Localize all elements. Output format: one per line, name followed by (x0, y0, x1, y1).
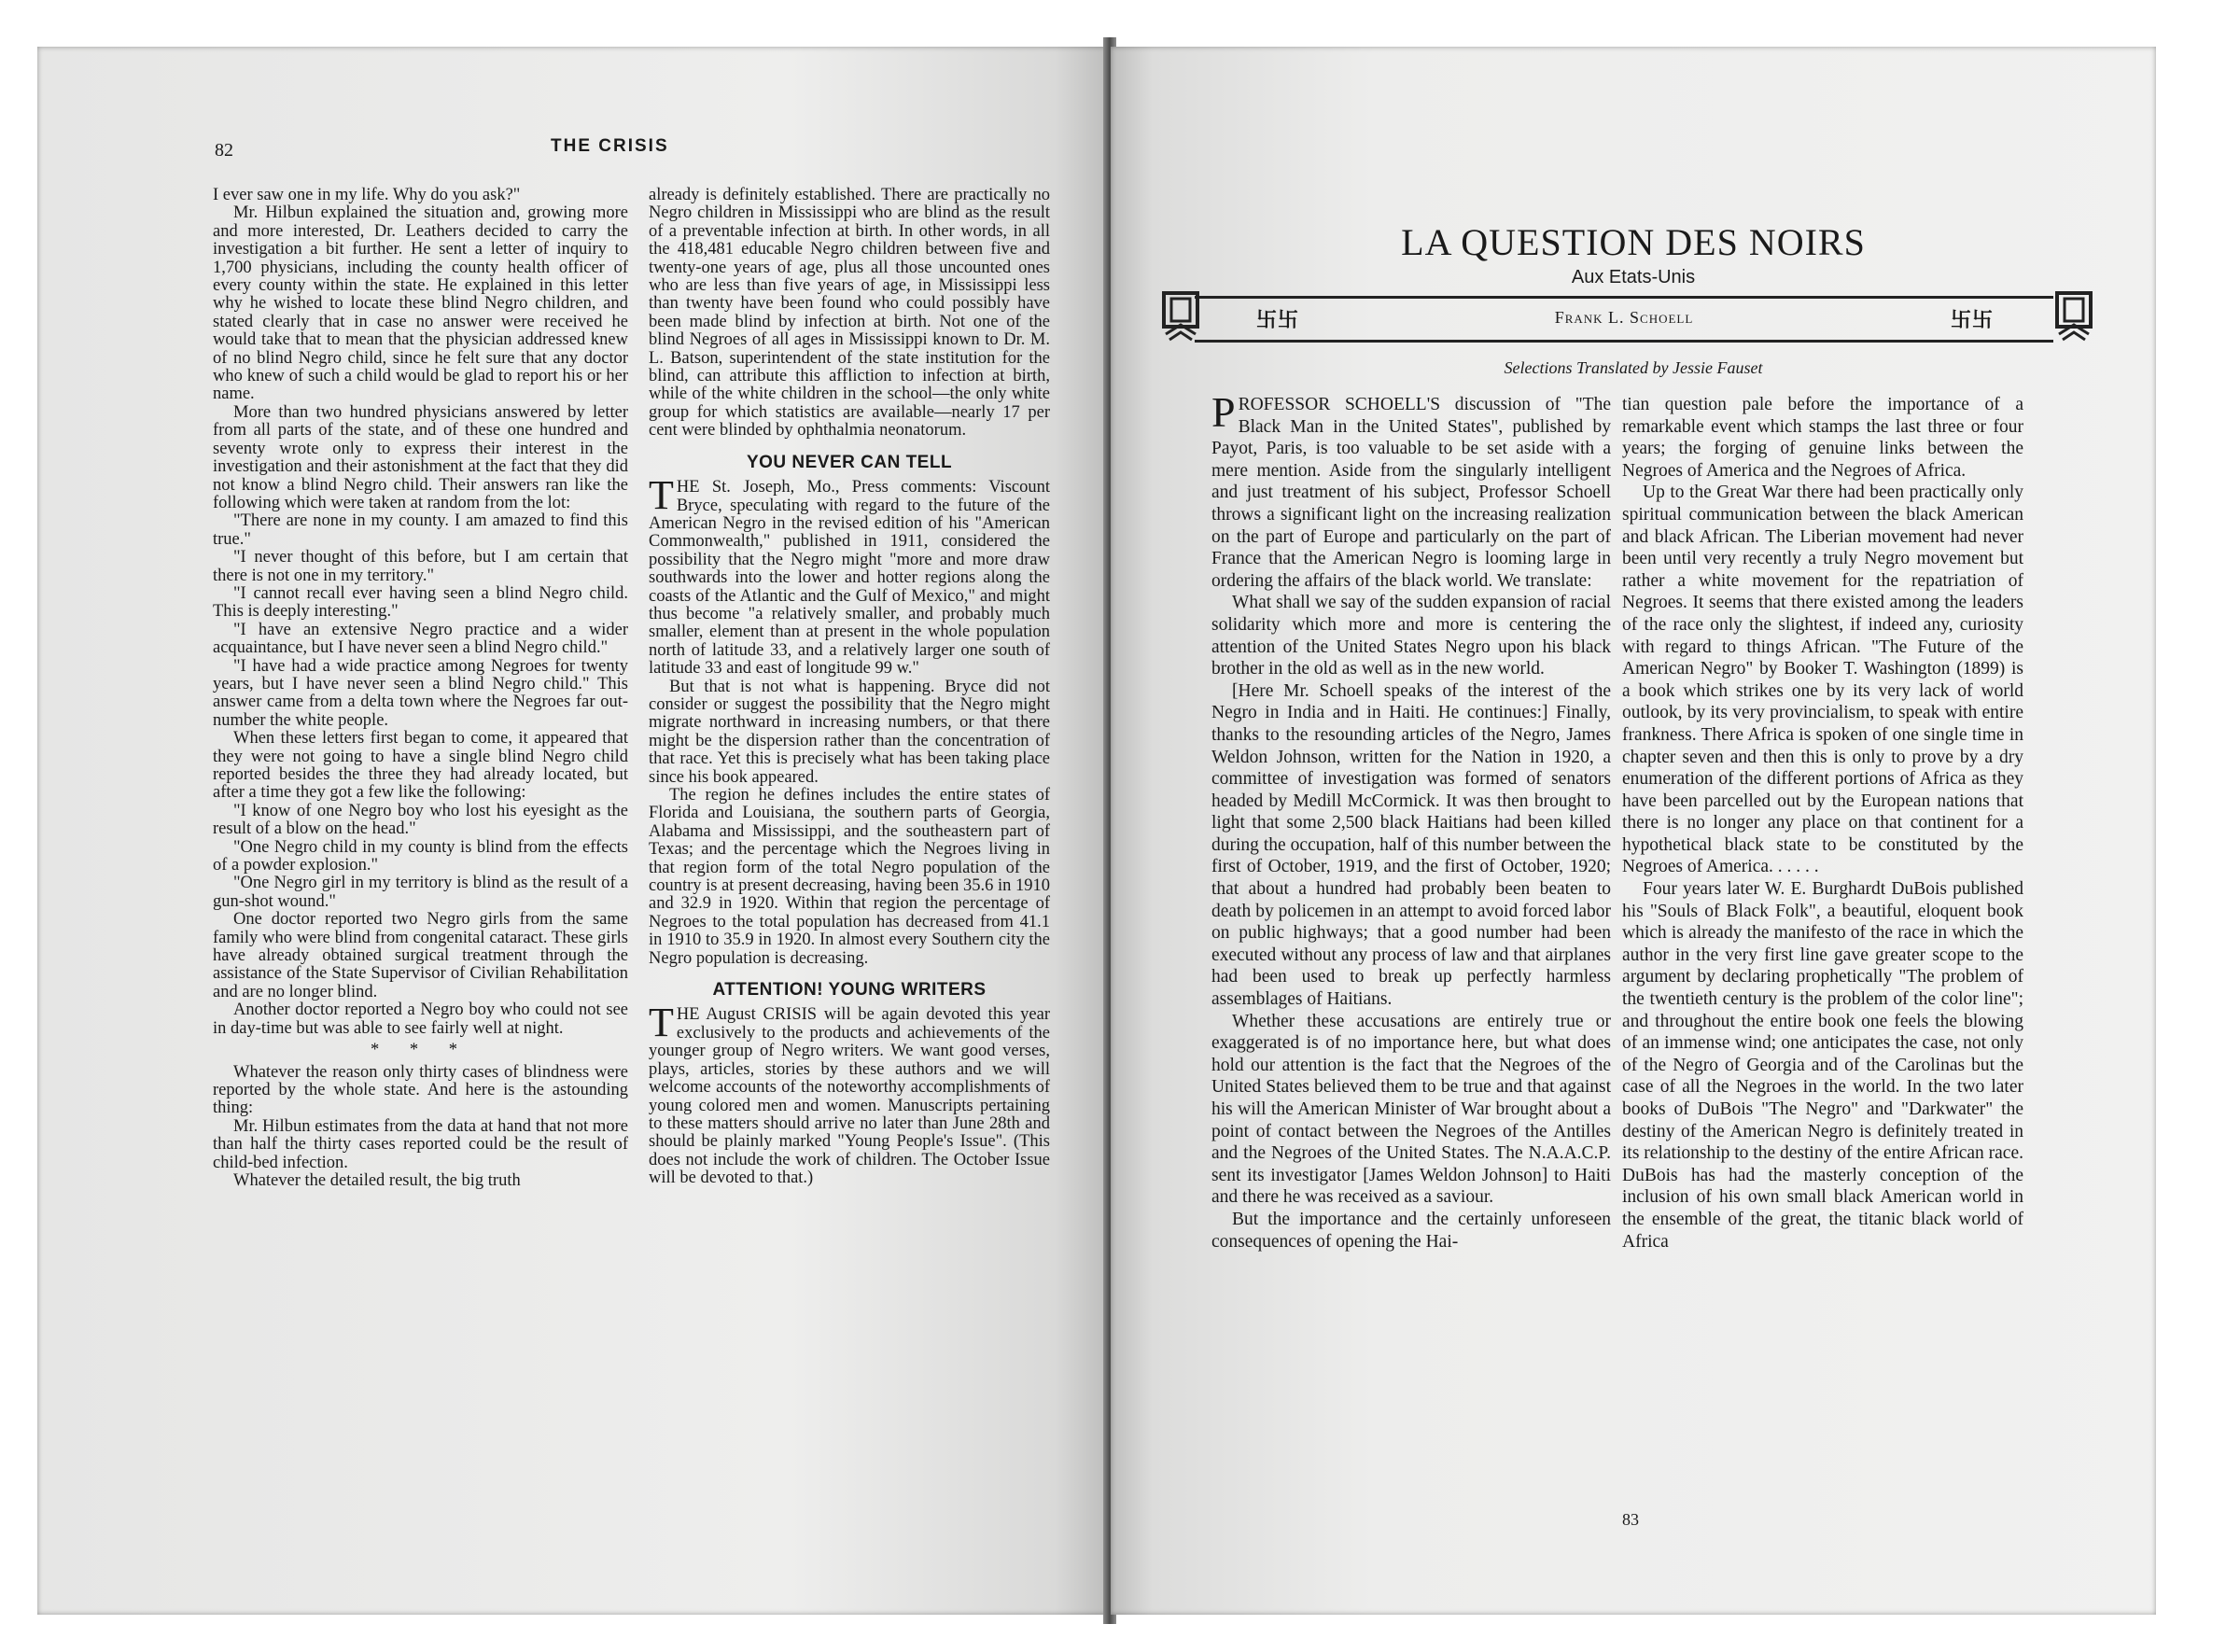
left-column-1 (213, 187, 628, 1190)
paragraph: When these letters first began to come, it appeared that they were not going to have a single blind Negro child reported besides the three they had already located, but after a time they got a few like the following: (213, 729, 628, 803)
paragraph: Another doctor reported a Negro boy who could not see in day-time but was able to see fairly well at night. (213, 1001, 628, 1038)
right-column-2 (1622, 394, 2023, 1253)
quote: "I cannot recall ever having seen a blind Negro child. This is deeply interesting." (213, 583, 628, 622)
ornament-icon (1162, 291, 1199, 342)
right-folio: 83 (1622, 1510, 1639, 1529)
quote: "I have had a wide practice among Negroes for twenty years, but I have never seen a blind Negro child." This answer came from a delta town where the Negroes far out-number the white people. (213, 656, 628, 730)
translator-credit: Selections Translated by Jessie Fauset (1504, 358, 1763, 377)
quote: "I have an extensive Negro practice and a wider acquaintance, but I have never seen a blind Negro child." (213, 620, 628, 658)
article-title: LA QUESTION DES NOIRS (1401, 221, 1866, 263)
paragraph: What shall we say of the sudden expansion of racial solidarity which more and more is centering the attention of the United States Negro upon his black brother in the old as well as in the new world. (1211, 593, 1611, 679)
byline: Frank L. Schoell (1554, 308, 1694, 327)
paragraph: But the importance and the certainly unforeseen consequences of opening the Hai- (1211, 1209, 1611, 1252)
ornament-icon: 卐卐 (1951, 308, 1995, 331)
running-head: THE CRISIS (551, 136, 669, 156)
paragraph: I ever saw one in my life. Why do you ask?" (213, 186, 521, 204)
article-subtitle: Aux Etats-Unis (1571, 267, 1696, 287)
paragraph-text: ROFESSOR SCHOELL'S discussion of "The Black Man in the United States", published by Payot, Paris, is too valuable to be set aside with a mere mention. Aside from the singularly intelligent and just treatment of his subject, Professor Schoell throws a significant light on the increasing realization on the part of Europe and particularly on the part of France that the American Negro is looming large in ordering the affairs of the black world. We translate: (1211, 395, 1611, 591)
byline-rule (1195, 296, 2053, 343)
paragraph: Mr. Hilbun estimates from the data at hand that not more than half the thirty cases reported could be the result of child-bed infection. (213, 1116, 628, 1172)
paragraph: Whether these accusations are entirely true or exaggerated is of no importance here, but what does hold our attention is the fact that the Negroes of the United States believed them to be true and that against his will the American Minister of War brought about a point of contact between the Negroes of the Antilles and the Negroes of the United States. The N.A.A.C.P. sent its investigator [James Weldon Johnson] to Haiti and there he was received as a saviour. (1211, 1011, 1611, 1208)
paragraph: Four years later W. E. Burghardt DuBois published his "Souls of Black Folk", a beautiful, eloquent book which is already the manifesto of the race in which the author in the very first line gave greater scope to the argument by declaring prophetically "The problem of the twentieth century is the problem of the color line"; and throughout the entire book one feels the blowing of an immense wind; one anticipates the case, not only of the Negro of Georgia and of the Carolinas but the case of all the Negroes in the world. In the two later books of DuBois "The Negro" and "Darkwater" the destiny of the American Negro is definitely treated in its relationship to the destiny of the entire African race. DuBois has had the masterly conception of the inclusion of his own small black American world in the ensemble of the great, the titanic black world of Africa (1622, 879, 2023, 1252)
quote: "I never thought of this before, but I am certain that there is not one in my territory." (213, 548, 628, 585)
ornament-icon: 卐卐 (1256, 308, 1300, 331)
quote: "One Negro girl in my territory is blind as the result of a gun-shot wound." (213, 874, 628, 911)
drop-cap: T (649, 1000, 674, 1046)
section-heading-you-never-can-tell: YOU NEVER CAN TELL (746, 452, 953, 472)
paragraph (649, 1000, 1050, 1188)
left-folio: 82 (215, 140, 233, 161)
paragraph-text: HE August CRISIS will be again devoted this year exclusively to the products and achievements of the younger group of Negro writers. We want good verses, plays, articles, stories by these authors and we will welcome accounts of the noteworthy accomplishments of young colored men and women. Manuscripts pertaining to these matters should arrive no later than June 28th and should be plainly marked "Young People's Issue". (This does not include the work of children. The October Issue will be devoted to that.) (649, 1005, 1050, 1188)
right-column-1 (1211, 388, 1611, 1253)
paragraph: Mr. Hilbun explained the situation and, growing more and more interested, Dr. Leathers decided to carry the investigation a bit further. He sent a letter of inquiry to 1,700 physicians, including the county health officer of every county within the state. He explained in this letter why he wished to locate these blind Negro children, and stated clearly that in case no answer were received he would take that to mean that the physician addressed knew of no blind Negro child, since he felt sure that any doctor who knew of such a child would be glad to report his or her name. (213, 203, 628, 404)
paragraph: Whatever the reason only thirty cases of blindness were reported by the whole state. And here is the astounding thing: (213, 1062, 628, 1118)
paragraph: Whatever the detailed result, the big truth (233, 1170, 521, 1190)
right-page (1111, 47, 2156, 1615)
paragraph: One doctor reported two Negro girls from the same family who were blind from congenital cataract. These girls have already obtained surgical treatment through the assistance of the State Supervisor of Civilian Rehabilitation and are no longer blind. (213, 910, 628, 1001)
paragraph: Up to the Great War there had been practically only spiritual communication between the black American and black African. The Liberian movement had never been until very recently a truly Negro movement but rather a white movement for the repatriation of Negroes. It seems that there existed among the leaders of the race only the slightest, if indeed any, curiosity with regard to things African. "The Future of the American Negro" by Booker T. Washington (1899) is a book which strikes one by its very lack of world outlook, by its very provincialism, to speak with entire frankness. There Africa is spoken of one single time in chapter seven and then this is only to prove by a dry enumeration of the different portions of Africa as they have been parcelled out by the European nations that there is no longer any place on that continent for a hypothetical black state to be constituted by the Negroes of America. . . . . . (1622, 483, 2023, 877)
left-page (37, 47, 1109, 1615)
paragraph (649, 472, 1050, 679)
drop-cap: P (1211, 388, 1236, 436)
section-heading-attention-young-writers: ATTENTION! YOUNG WRITERS (712, 980, 987, 1001)
paragraph: already is definitely established. There are practically no Negro children in Mississippi who are blind as the result of a preventable infection at birth. In other words, in all the 418,481 educable Negro children between five and twenty-one years of age, plus all those uncounted ones who are less than five years of age, in Mississippi less than twenty have been found who could possibly have been made blind by infection at birth. Not one of the blind Negroes of all ages in Mississippi known to Dr. M. L. Batson, superintendent of the state institution for the blind, can attribute this affliction to infection at birth, while of the white children in the school—the only white group for which statistics are available—nearly 17 per cent were blinded by ophthalmia neonatorum. (649, 186, 1050, 441)
quote: "I know of one Negro boy who lost his eyesight as the result of a blow on the head." (213, 801, 628, 839)
paragraph: [Here Mr. Schoell speaks of the interest of the Negro in India and in Haiti. He continues:] Finally, thanks to the resounding articles of the Negro, James Weldon Johnson, written for the Nation in 1920, a committee of investigation was formed of senators headed by Medill McCormick. It was then brought to light that some 2,500 black Haitians had been killed during the occupation, half of this number between the first of October, 1919, and the first of October, 1920; that about a hundred had probably been beaten to death by policemen in an attempt to avoid forced labor on public highways; that a good number had been executed without any process of law and that airplanes had been used to break up perfectly harmless assemblages of Haitians. (1211, 680, 1611, 1010)
section-break: * * * (371, 1041, 470, 1060)
paragraph: The region he defines includes the entire states of Florida and Louisiana, the southern parts of Georgia, Alabama and Mississippi, and the southeastern part of Texas; and the percentage which the Negroes living in that region form of the total Negro population of the country is at present decreasing, having been 35.6 in 1910 and 32.9 in 1920. Within that region the percentage of Negroes to the total population has decreased from 41.1 in 1910 to 35.9 in 1920. In almost every Southern city the Negro population is decreasing. (649, 786, 1051, 968)
paragraph: But that is not what is happening. Bryce did not consider or suggest the possibility that the Negro might migrate northward in increasing numbers, or that there might be the dispersion rather than the concentration of that race. Yet this is precisely what has been taking place since his book appeared. (649, 677, 1050, 787)
paragraph (1211, 388, 1611, 592)
left-column-2 (649, 187, 1050, 1188)
quote: "One Negro child in my county is blind from the effects of a powder explosion." (213, 837, 628, 875)
paragraph: tian question pale before the importance of a remarkable event which stamps the last three or four years; the forging of genuine links between the Negroes of America and the Negroes of Africa. (1622, 395, 2023, 481)
drop-cap: T (649, 472, 674, 519)
ornament-icon (2055, 291, 2093, 342)
quote: "There are none in my county. I am amazed to find this true." (213, 511, 628, 549)
paragraph: More than two hundred physicians answered by letter from all parts of the state, and of these one hundred and seventy wrote only to express their interest in the investigation and their astonishment at the fact that they did not know a blind Negro child. Their answers ran like the following which were taken at random from the lot: (213, 402, 628, 512)
paragraph-text: HE St. Joseph, Mo., Press comments: Viscount Bryce, speculating with regard to the future of the American Negro in the revised edition of his "American Commonwealth," published in 1911, considered the possibility that the Negro might "more and more draw southwards into the lower and hotter regions along the coasts of the Atlantic and the Gulf of Mexico," and might thus become "a relatively smaller, and probably much smaller, element than at present in the whole population north of latitude 33, and a relatively larger one south of latitude 33 and east of longitude 99 w." (649, 478, 1050, 679)
